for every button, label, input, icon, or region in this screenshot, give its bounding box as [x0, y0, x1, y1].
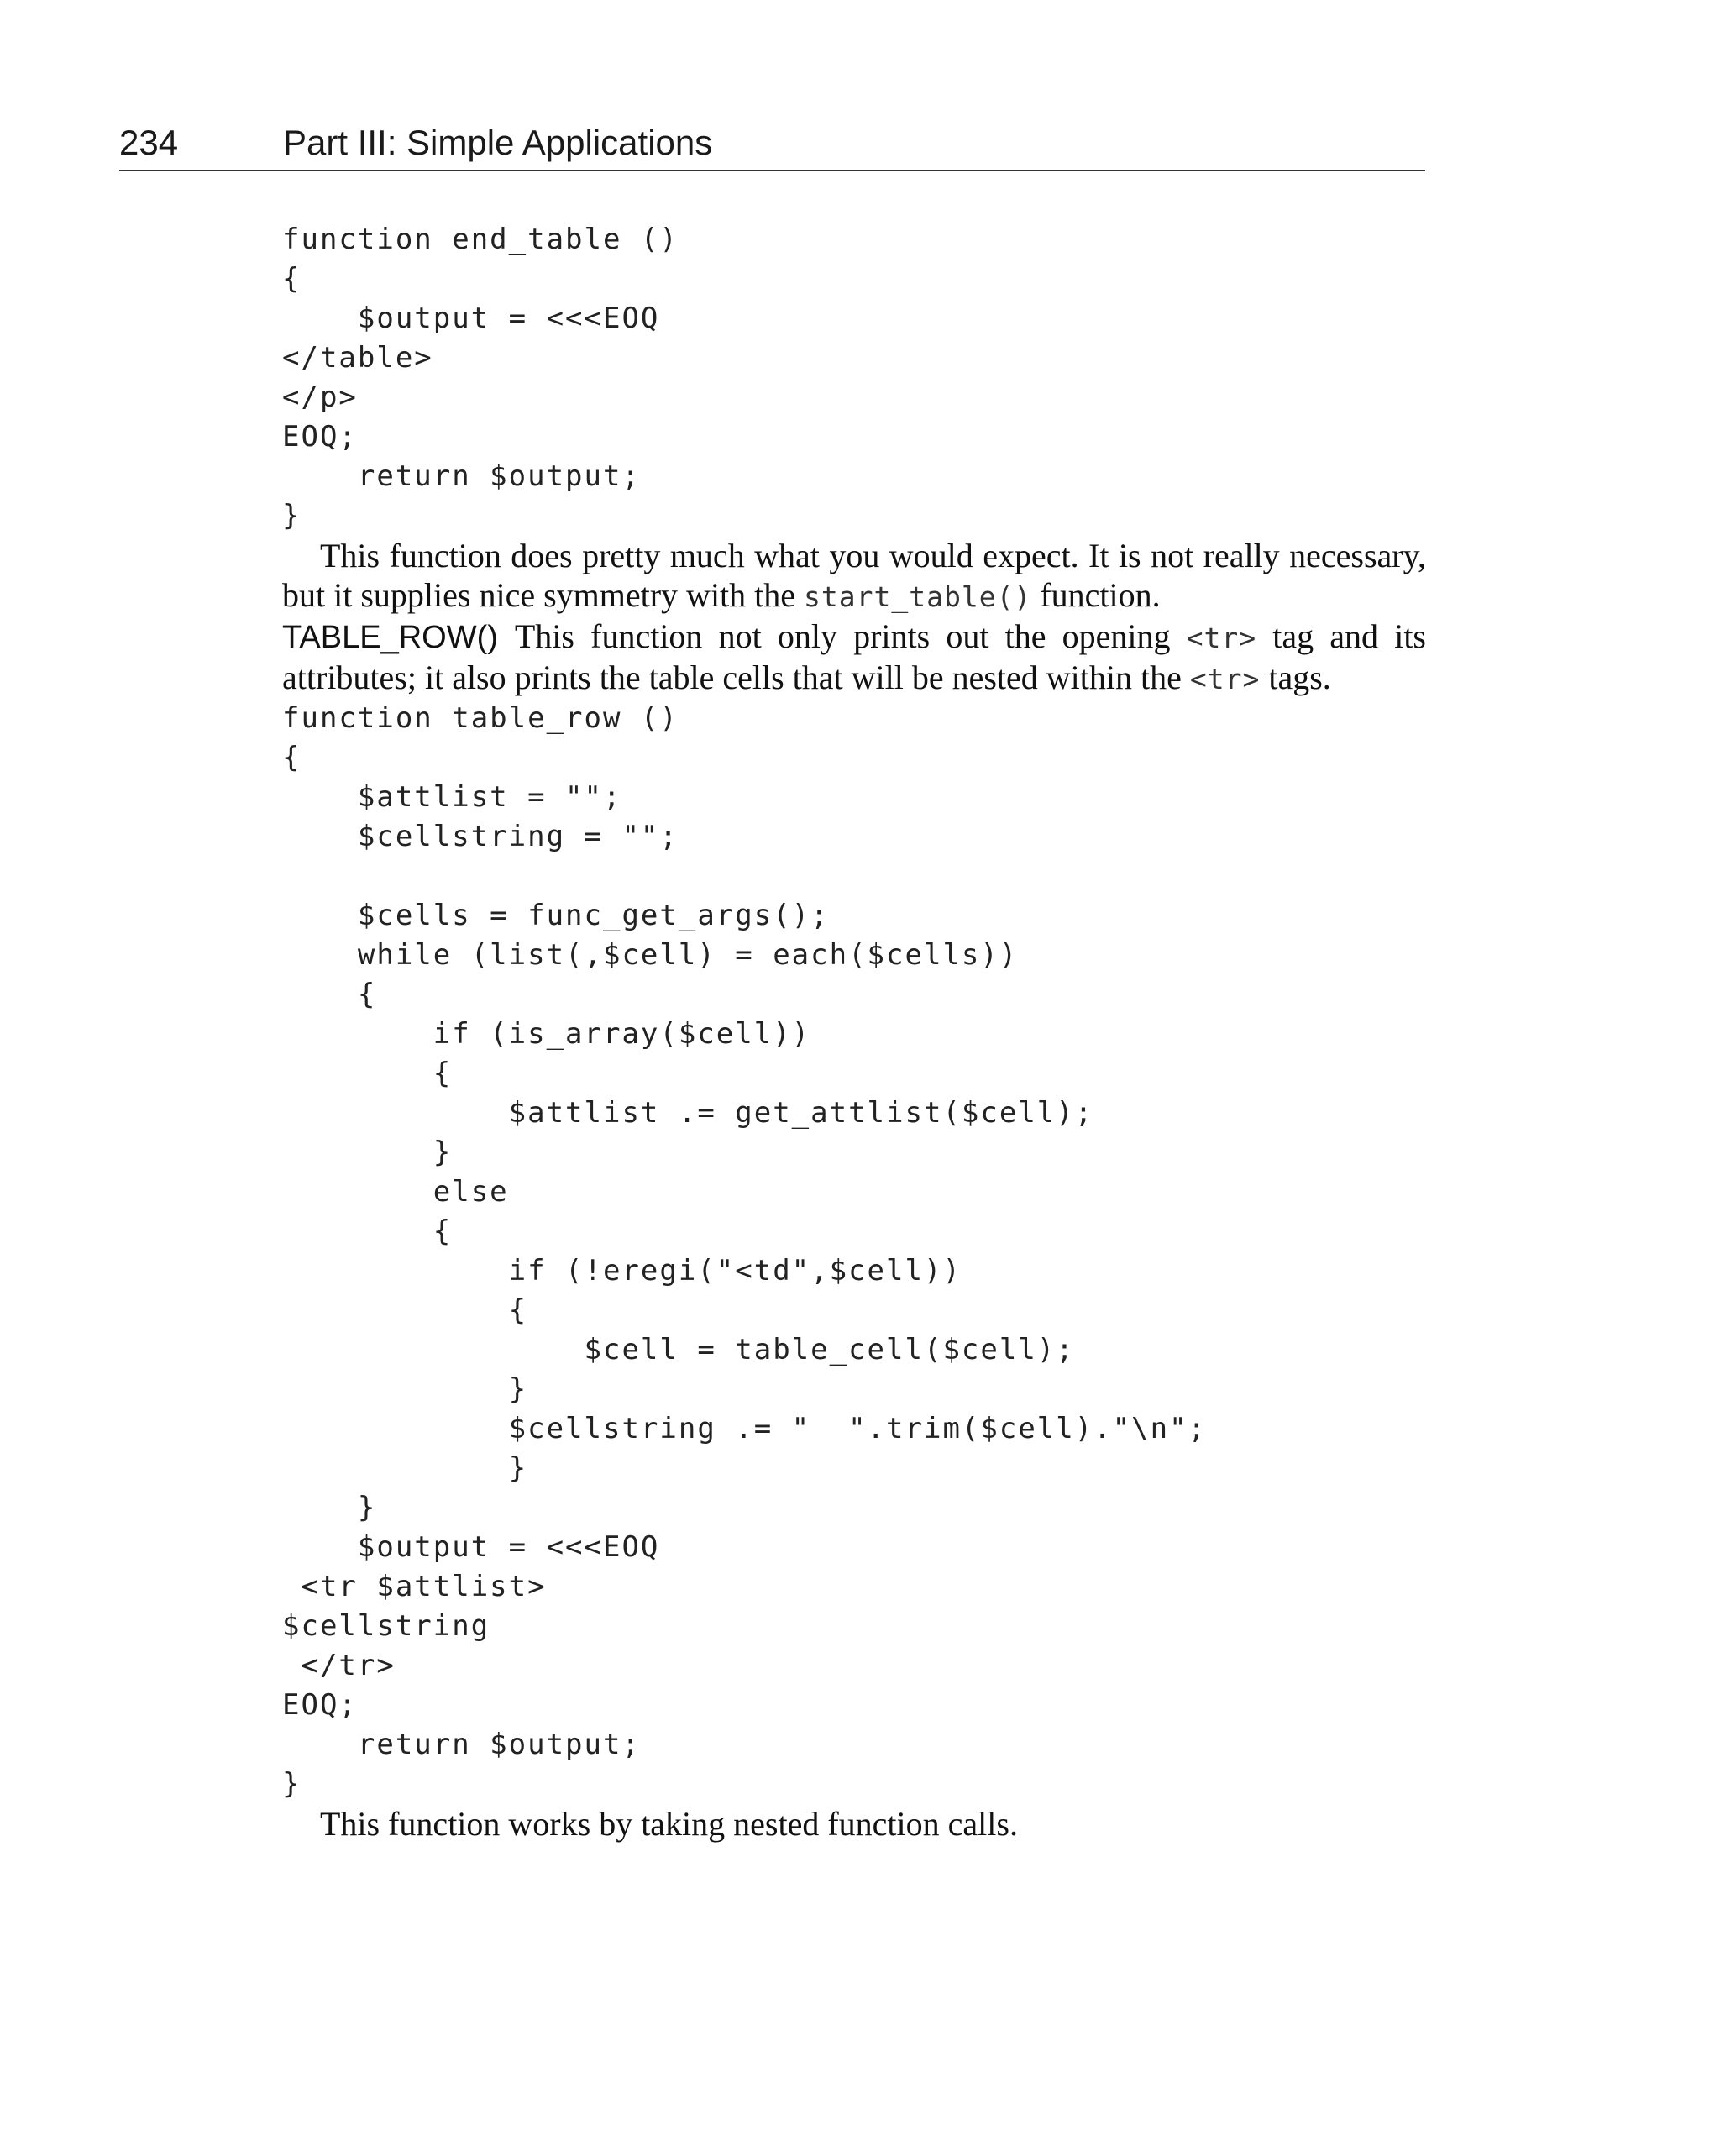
inline-code: start_table(): [804, 580, 1032, 613]
section-run-in-heading: TABLE_ROW(): [282, 620, 498, 655]
page-header: [119, 118, 1425, 171]
paragraph-nested-calls: [282, 1804, 1426, 1844]
paragraph-text: This function not only prints out the opening: [514, 617, 1187, 655]
page-number: 234: [119, 123, 179, 162]
paragraph-end-table-description: [282, 536, 1426, 616]
paragraph-text: tag and its attributes; it also prints the table cells that will be nested within the: [282, 617, 1426, 696]
code-block-table-row: function table_row () { $attlist = ""; $cellstring = ""; $cells = func_get_args(); while (list(,$cell) = each($cells)) { if (is_array($cell)) { $attlist .= get_attlist($cell); } else { if (!eregi("<td",$cell)) { $cell = table_cell($cell); } $cellstring .= " ".trim($cell)."\n"; } } $output = <<<EOQ <tr $attlist> $cellstring </tr> EOQ; return $output; }: [282, 701, 1208, 1801]
inline-code: <tr>: [1189, 663, 1261, 695]
paragraph-table-row-description: [282, 616, 1426, 699]
running-title: Part III: Simple Applications: [283, 123, 713, 162]
paragraph-text: function.: [1031, 576, 1161, 614]
paragraph-text: This function works by taking nested function calls.: [320, 1805, 1018, 1843]
paragraph-text: tags.: [1260, 658, 1331, 696]
code-block-end-table: function end_table () { $output = <<<EOQ </table> </p> EOQ; return $output; }: [282, 223, 679, 532]
paragraph-text: This function does pretty much what you would expect. It is not really necessary, but it supplies nice symmetry with the: [282, 537, 1426, 614]
page-content: [282, 220, 1426, 1844]
inline-code: <tr>: [1186, 622, 1257, 654]
